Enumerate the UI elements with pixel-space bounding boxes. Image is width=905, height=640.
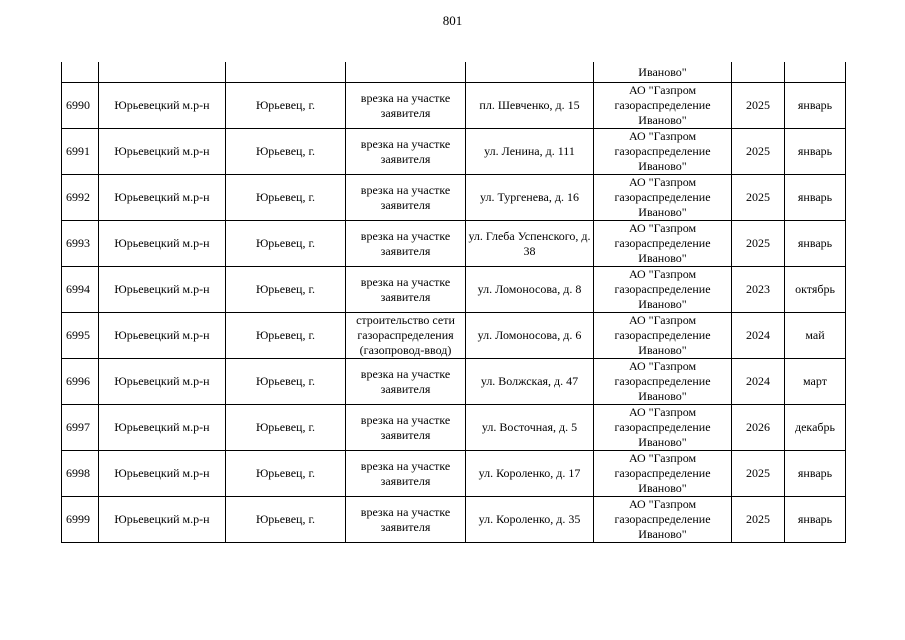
cell-no: 6994 — [62, 267, 99, 313]
cell-month: март — [785, 359, 846, 405]
cell-work: врезка на участке заявителя — [346, 83, 466, 129]
cell-operator: АО "Газпром газораспределение Иваново" — [594, 359, 732, 405]
cell-year: 2025 — [732, 129, 785, 175]
table-row — [62, 405, 846, 451]
table-row — [62, 451, 846, 497]
cell-locality: Юрьевец, г. — [226, 221, 346, 267]
cell-year: 2024 — [732, 313, 785, 359]
cell-month: январь — [785, 83, 846, 129]
table-row — [62, 359, 846, 405]
cell-year: 2025 — [732, 451, 785, 497]
cell-month: май — [785, 313, 846, 359]
table-row — [62, 129, 846, 175]
cell-month: январь — [785, 175, 846, 221]
cell-work: врезка на участке заявителя — [346, 405, 466, 451]
cell-district: Юрьевецкий м.р-н — [99, 129, 226, 175]
cell-locality: Юрьевец, г. — [226, 129, 346, 175]
cell-work: врезка на участке заявителя — [346, 267, 466, 313]
table-row — [62, 175, 846, 221]
cell-address: ул. Восточная, д. 5 — [466, 405, 594, 451]
cell-no: 6990 — [62, 83, 99, 129]
cell-year: 2024 — [732, 359, 785, 405]
cell-locality: Юрьевец, г. — [226, 359, 346, 405]
cell-month — [785, 62, 846, 83]
cell-district: Юрьевецкий м.р-н — [99, 175, 226, 221]
cell-district: Юрьевецкий м.р-н — [99, 359, 226, 405]
cell-district — [99, 62, 226, 83]
cell-year: 2025 — [732, 83, 785, 129]
gasification-table — [61, 62, 846, 543]
cell-locality: Юрьевец, г. — [226, 405, 346, 451]
cell-operator: АО "Газпром газораспределение Иваново" — [594, 497, 732, 543]
cell-work: врезка на участке заявителя — [346, 221, 466, 267]
table-row — [62, 83, 846, 129]
cell-address: ул. Волжская, д. 47 — [466, 359, 594, 405]
table-row — [62, 267, 846, 313]
cell-address: пл. Шевченко, д. 15 — [466, 83, 594, 129]
cell-work: врезка на участке заявителя — [346, 175, 466, 221]
cell-locality: Юрьевец, г. — [226, 83, 346, 129]
page-number: 801 — [442, 13, 463, 28]
cell-address — [466, 62, 594, 83]
cell-district: Юрьевецкий м.р-н — [99, 267, 226, 313]
cell-no: 6997 — [62, 405, 99, 451]
cell-locality — [226, 62, 346, 83]
cell-operator: АО "Газпром газораспределение Иваново" — [594, 221, 732, 267]
cell-work: врезка на участке заявителя — [346, 497, 466, 543]
cell-district: Юрьевецкий м.р-н — [99, 451, 226, 497]
cell-operator: Иваново" — [594, 62, 732, 83]
cell-operator: АО "Газпром газораспределение Иваново" — [594, 129, 732, 175]
cell-operator: АО "Газпром газораспределение Иваново" — [594, 175, 732, 221]
cell-district: Юрьевецкий м.р-н — [99, 83, 226, 129]
table-row — [62, 221, 846, 267]
cell-year: 2026 — [732, 405, 785, 451]
cell-district: Юрьевецкий м.р-н — [99, 313, 226, 359]
cell-address: ул. Тургенева, д. 16 — [466, 175, 594, 221]
cell-month: январь — [785, 497, 846, 543]
cell-no: 6993 — [62, 221, 99, 267]
cell-work — [346, 62, 466, 83]
cell-no: 6998 — [62, 451, 99, 497]
cell-operator: АО "Газпром газораспределение Иваново" — [594, 267, 732, 313]
cell-year: 2025 — [732, 175, 785, 221]
cell-year — [732, 62, 785, 83]
cell-locality: Юрьевец, г. — [226, 267, 346, 313]
cell-locality: Юрьевец, г. — [226, 451, 346, 497]
cell-month: октябрь — [785, 267, 846, 313]
cell-locality: Юрьевец, г. — [226, 175, 346, 221]
cell-locality: Юрьевец, г. — [226, 497, 346, 543]
cell-month: январь — [785, 129, 846, 175]
cell-district: Юрьевецкий м.р-н — [99, 221, 226, 267]
cell-operator: АО "Газпром газораспределение Иваново" — [594, 313, 732, 359]
cell-operator: АО "Газпром газораспределение Иваново" — [594, 83, 732, 129]
cell-work: врезка на участке заявителя — [346, 359, 466, 405]
table-row-continued — [62, 62, 846, 83]
cell-address: ул. Ленина, д. 111 — [466, 129, 594, 175]
cell-address: ул. Короленко, д. 17 — [466, 451, 594, 497]
cell-work: строительство сети газораспределения (газопровод-ввод) — [346, 313, 466, 359]
cell-year: 2023 — [732, 267, 785, 313]
cell-work: врезка на участке заявителя — [346, 129, 466, 175]
cell-district: Юрьевецкий м.р-н — [99, 497, 226, 543]
cell-operator: АО "Газпром газораспределение Иваново" — [594, 405, 732, 451]
cell-no: 6992 — [62, 175, 99, 221]
cell-locality: Юрьевец, г. — [226, 313, 346, 359]
table-row — [62, 313, 846, 359]
cell-address: ул. Короленко, д. 35 — [466, 497, 594, 543]
cell-year: 2025 — [732, 497, 785, 543]
cell-no: 6996 — [62, 359, 99, 405]
cell-no — [62, 62, 99, 83]
cell-no: 6991 — [62, 129, 99, 175]
cell-address: ул. Ломоносова, д. 8 — [466, 267, 594, 313]
cell-address: ул. Глеба Успенского, д. 38 — [466, 221, 594, 267]
cell-address: ул. Ломоносова, д. 6 — [466, 313, 594, 359]
cell-work: врезка на участке заявителя — [346, 451, 466, 497]
cell-no: 6999 — [62, 497, 99, 543]
cell-month: декабрь — [785, 405, 846, 451]
cell-month: январь — [785, 221, 846, 267]
cell-operator: АО "Газпром газораспределение Иваново" — [594, 451, 732, 497]
cell-no: 6995 — [62, 313, 99, 359]
cell-district: Юрьевецкий м.р-н — [99, 405, 226, 451]
cell-year: 2025 — [732, 221, 785, 267]
table-row — [62, 497, 846, 543]
cell-month: январь — [785, 451, 846, 497]
